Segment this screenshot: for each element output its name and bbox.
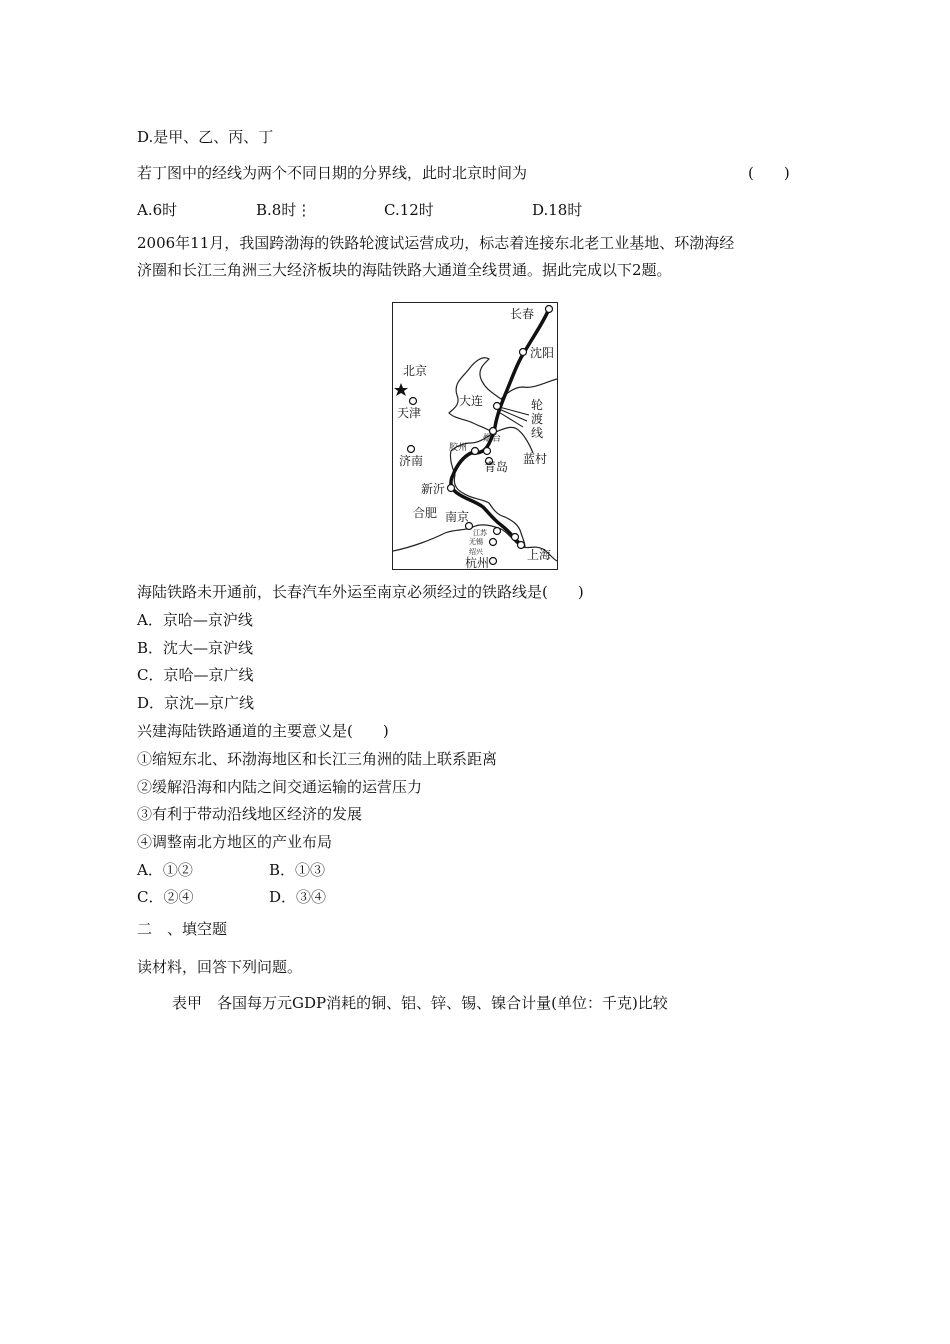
station-jinan [408, 446, 415, 453]
label-nanjing: 南京 [445, 510, 470, 524]
option-d-previous: D.是甲、乙、丙、丁 [137, 128, 274, 146]
station-shenyang [520, 349, 527, 356]
label-tianjin: 天津 [397, 406, 422, 420]
beijing-star-icon [394, 383, 408, 396]
label-ferry-3: 线 [531, 426, 544, 440]
q2-item-2: ②缓解沿海和内陆之间交通运输的运营压力 [137, 778, 423, 796]
q1-option-c: C．京哈—京广线 [137, 666, 254, 684]
option-d: D.18时 [532, 201, 583, 219]
station-suzhou [512, 534, 519, 541]
question-beijing-time: 若丁图中的经线为两个不同日期的分界线，此时北京时间为 [137, 164, 528, 182]
label-jiaozhou: 胶州 [449, 443, 468, 453]
question-1-stem: 海陆铁路未开通前，长春汽车外运至南京必须经过的铁路线是( ) [137, 583, 584, 601]
label-dalian: 大连 [459, 394, 484, 408]
answer-paren: ( ) [748, 164, 790, 182]
label-yantai: 烟台 [483, 434, 502, 444]
label-hefei: 合肥 [413, 506, 438, 520]
ferry-lines [497, 407, 529, 427]
station-tianjin [410, 398, 417, 405]
q1-option-d: D．京沈—京广线 [137, 694, 255, 712]
option-b: B.8时⋮ [256, 201, 312, 219]
label-lancun: 蓝村 [523, 452, 548, 466]
label-shanghai: 上海 [527, 548, 552, 562]
label-jiangsu: 江苏 [473, 529, 487, 537]
label-beijing: 北京 [403, 364, 428, 378]
section-heading: 二 、填空题 [137, 920, 228, 938]
label-wuxi: 无锡 [469, 538, 483, 546]
label-shenyang: 沈阳 [530, 346, 555, 360]
q2-item-3: ③有利于带动沿线地区经济的发展 [137, 805, 363, 823]
label-qingdao: 青岛 [484, 460, 509, 474]
railway-map-drawing [393, 303, 557, 569]
label-changchun: 长春 [510, 307, 535, 321]
railway-map [392, 302, 558, 570]
q2-option-b: B．①③ [269, 861, 326, 879]
label-xinyi: 新沂 [421, 482, 446, 496]
q2-option-a: A．①② [137, 861, 193, 879]
label-ferry-2: 渡 [531, 412, 544, 426]
q1-option-a: A．京哈—京沪线 [137, 611, 253, 629]
station-jiaozhou [472, 448, 479, 455]
intro-line-2: 济圈和长江三角洲三大经济板块的海陆铁路大通道全线贯通。据此完成以下2题。 [137, 261, 672, 279]
section-intro: 读材料，回答下列问题。 [137, 958, 303, 976]
station-lancun [484, 448, 491, 455]
label-jinan: 济南 [399, 454, 424, 468]
label-ferry-1: 轮 [531, 398, 544, 412]
q2-option-d: D．③④ [269, 888, 327, 906]
station-xinyi [448, 485, 455, 492]
station-jiangsu [494, 528, 501, 535]
intro-line-1: 2006年11月，我国跨渤海的铁路轮渡试运营成功，标志着连接东北老工业基地、环渤海经 [137, 234, 735, 252]
option-c: C.12时 [384, 201, 434, 219]
station-wuxi [490, 539, 497, 546]
table-title: 表甲 各国每万元GDP消耗的铜、铝、锌、锡、镍合计量(单位：千克)比较 [172, 994, 668, 1012]
q2-item-1: ①缩短东北、环渤海地区和长江三角洲的陆上联系距离 [137, 750, 498, 768]
q1-option-b: B．沈大—京沪线 [137, 639, 254, 657]
question-2-stem: 兴建海陆铁路通道的主要意义是( ) [137, 722, 389, 740]
q2-option-c: C．②④ [137, 888, 194, 906]
station-changchun [546, 306, 553, 313]
option-a: A.6时 [137, 201, 178, 219]
station-hangzhou [490, 558, 497, 565]
q2-item-4: ④调整南北方地区的产业布局 [137, 833, 333, 851]
station-shanghai [518, 542, 525, 549]
label-shaoxing: 绍兴 [469, 548, 483, 556]
label-hangzhou: 杭州 [465, 556, 490, 569]
station-dalian [494, 403, 501, 410]
